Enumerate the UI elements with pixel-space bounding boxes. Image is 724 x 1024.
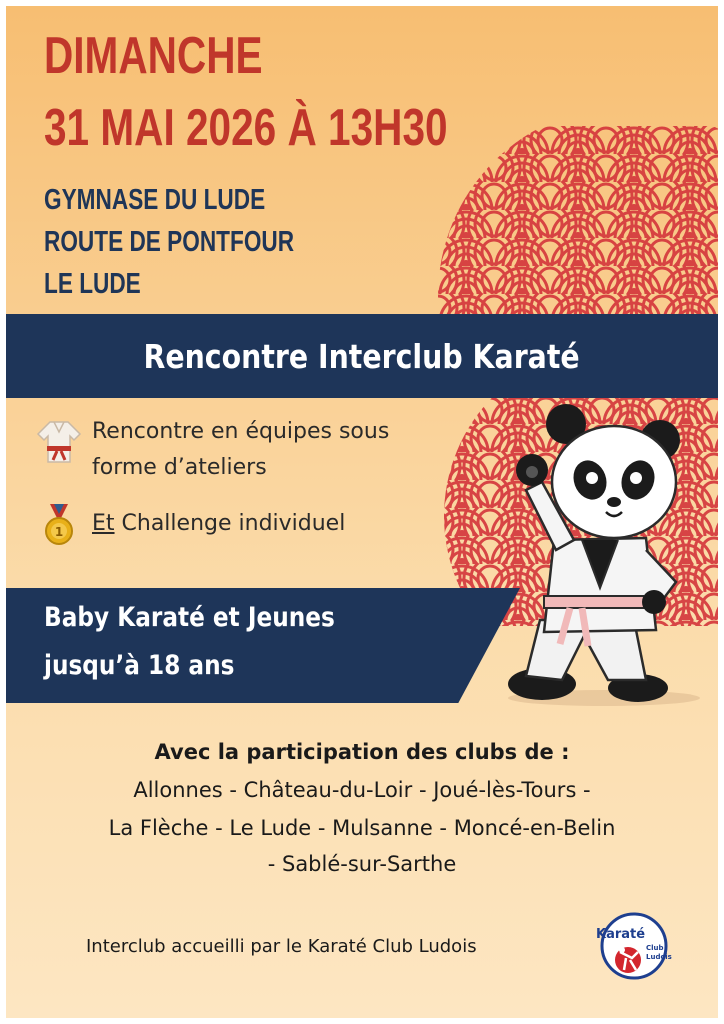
feature-challenge-et: Et xyxy=(92,511,115,536)
karate-panda-illustration xyxy=(496,400,718,710)
karate-club-ludois-logo xyxy=(590,908,674,980)
clubs-line-1: Allonnes - Château-du-Loir - Joué-lès-Tours - xyxy=(133,778,591,802)
title-banner xyxy=(6,314,718,398)
host-club-note: Interclub accueilli par le Karaté Club Ludois xyxy=(86,936,477,957)
clubs-line-3: - Sablé-sur-Sarthe xyxy=(267,852,457,876)
logo-word: Karaté xyxy=(596,927,646,942)
venue-city: LE LUDE xyxy=(44,268,141,300)
event-poster xyxy=(6,6,718,1018)
logo-sub1: Club xyxy=(646,944,664,952)
event-day: DIMANCHE xyxy=(44,27,263,85)
clubs-heading: Avec la participation des clubs de : xyxy=(154,740,570,764)
seigaiha-pattern-top xyxy=(438,126,718,326)
event-title: Rencontre Interclub Karaté xyxy=(143,336,581,376)
feature-challenge-rest: Challenge individuel xyxy=(114,511,346,536)
event-datetime: 31 MAI 2026 À 13H30 xyxy=(44,99,448,157)
logo-sub2: Ludois xyxy=(646,953,672,961)
medal-icon xyxy=(44,504,74,546)
karate-gi-icon xyxy=(36,418,82,466)
audience-line1: Baby Karaté et Jeunes xyxy=(44,602,335,633)
venue-street: ROUTE DE PONTFOUR xyxy=(44,226,295,258)
feature-teams xyxy=(92,414,389,486)
audience-line2: jusqu’à 18 ans xyxy=(44,650,235,681)
venue-name: GYMNASE DU LUDE xyxy=(44,184,266,216)
feature-teams-line2: forme d’ateliers xyxy=(92,455,267,480)
feature-challenge xyxy=(92,506,345,542)
feature-teams-line1: Rencontre en équipes sous xyxy=(92,419,390,444)
clubs-line-2: La Flèche - Le Lude - Mulsanne - Moncé-en-Belin xyxy=(108,816,616,840)
svg-text:1: 1 xyxy=(54,525,64,539)
